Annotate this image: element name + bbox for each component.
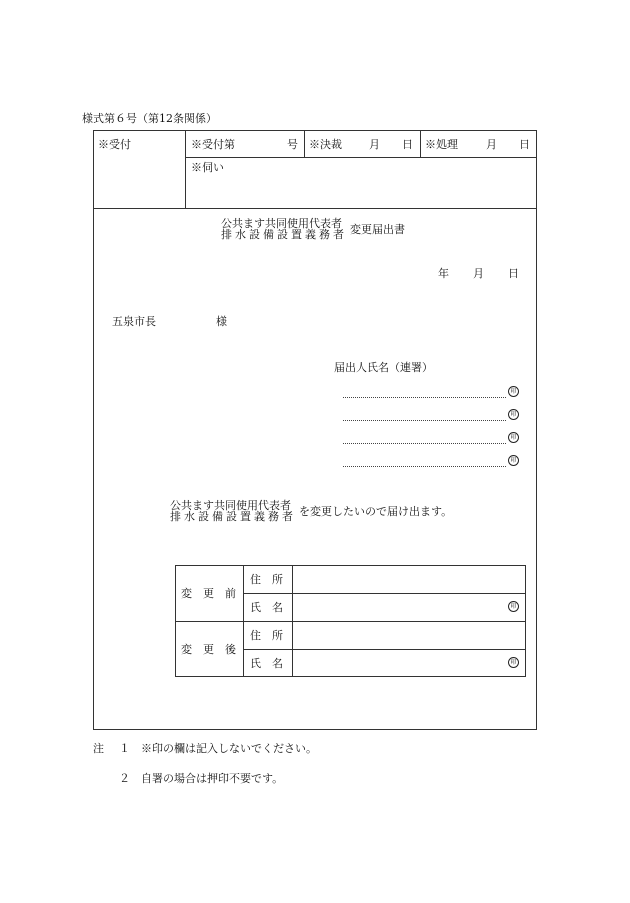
- inquiry-label: ※伺い: [191, 161, 224, 174]
- doc-title-line-2: 排水設備設置義務者: [221, 228, 347, 241]
- seal-icon: 印: [508, 455, 519, 466]
- decision-month: 月: [369, 138, 380, 151]
- doc-title-stack: [221, 218, 347, 240]
- date-year: 年: [438, 267, 449, 280]
- decision-day: 日: [402, 138, 413, 151]
- signature-line-4: [343, 466, 506, 467]
- applicant-label: 届出人氏名（連署）: [334, 361, 433, 374]
- body-suffix: を変更したいので届け出ます。: [299, 505, 453, 518]
- seal-icon: 印: [508, 386, 519, 397]
- admin-divider-2: [304, 130, 305, 157]
- before-name-label: 氏 名: [250, 601, 283, 614]
- doc-title-line-1: 公共ます共同使用代表者: [221, 217, 342, 230]
- change-table-row-rule-2: [175, 621, 526, 622]
- date-month: 月: [473, 267, 484, 280]
- body-line-1: 公共ます共同使用代表者: [170, 499, 291, 512]
- admin-bottom-rule: [93, 208, 537, 209]
- decision-label: ※決裁: [309, 138, 342, 151]
- note-2-number: ２: [119, 772, 130, 785]
- body-stack: [170, 500, 296, 522]
- note-1-text: ※印の欄は記入しないでください。: [141, 742, 317, 755]
- processing-label: ※処理: [425, 138, 458, 151]
- signature-line-1: [343, 397, 506, 398]
- addressee-honorific: 様: [216, 315, 227, 328]
- processing-month: 月: [486, 138, 497, 151]
- seal-icon: 印: [508, 432, 519, 443]
- note-1-number: １: [119, 742, 130, 755]
- body-line-2: 排水設備設置義務者: [170, 510, 296, 523]
- seal-icon: 印: [508, 601, 519, 612]
- date-day: 日: [508, 267, 519, 280]
- notes-label: 注: [93, 742, 104, 755]
- received-label: ※受付: [98, 138, 131, 151]
- addressee: 五泉市長: [112, 315, 156, 328]
- processing-day: 日: [519, 138, 530, 151]
- seal-icon: 印: [508, 409, 519, 420]
- admin-divider-1: [185, 130, 186, 208]
- signature-line-2: [343, 420, 506, 421]
- change-table-row-rule-1: [243, 593, 526, 594]
- received-number-unit: 号: [287, 138, 298, 151]
- before-address-label: 住 所: [250, 573, 283, 586]
- doc-title-suffix: 変更届出書: [350, 223, 405, 236]
- form-number: 様式第６号（第12条関係）: [82, 112, 217, 125]
- after-change-label: 変 更 後: [181, 643, 236, 656]
- before-change-label: 変 更 前: [181, 587, 236, 600]
- admin-row-rule: [185, 157, 537, 158]
- change-table-row-rule-3: [243, 649, 526, 650]
- admin-divider-3: [420, 130, 421, 157]
- seal-icon: 印: [508, 657, 519, 668]
- after-address-label: 住 所: [250, 629, 283, 642]
- after-name-label: 氏 名: [250, 657, 283, 670]
- received-number-label: ※受付第: [191, 138, 235, 151]
- note-2-text: 自署の場合は押印不要です。: [141, 772, 284, 785]
- signature-line-3: [343, 443, 506, 444]
